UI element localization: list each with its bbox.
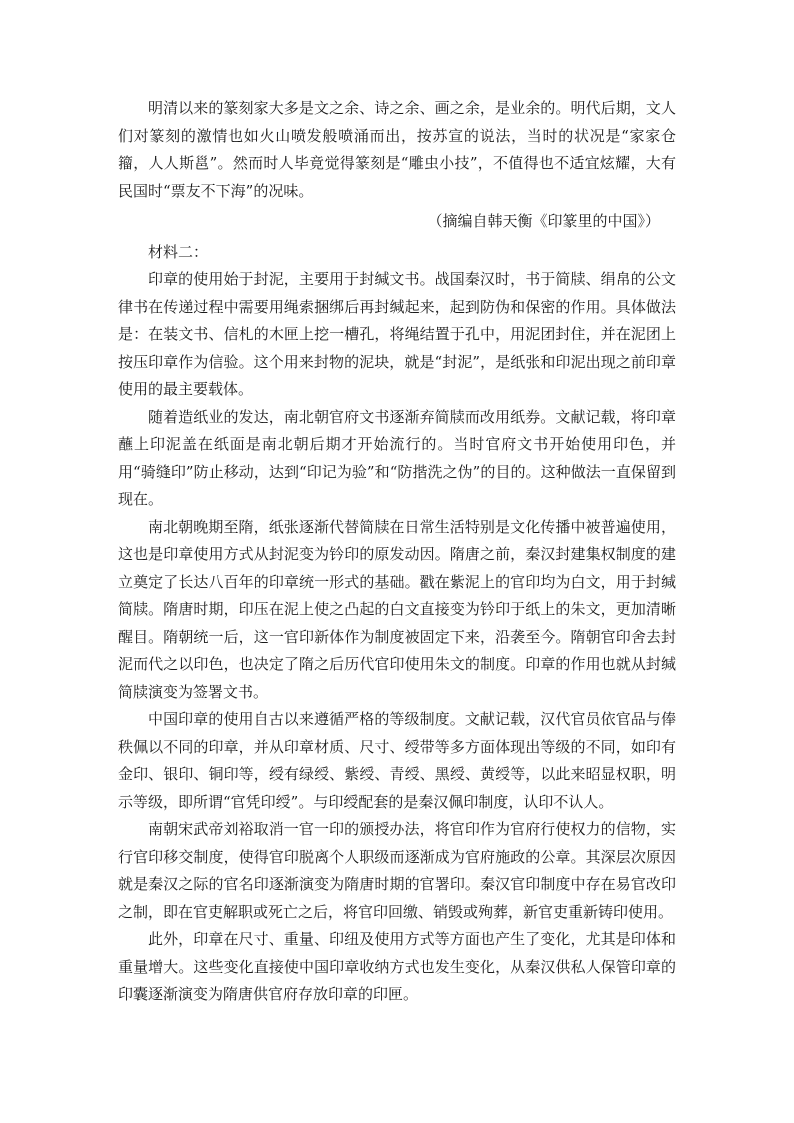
section-heading: 材料二： (148, 242, 209, 261)
source-citation: （摘编自韩天衡《印篆里的中国》） (427, 212, 660, 230)
paragraph-4: 南北朝晚期至隋，纸张逐渐代替简牍在日常生活特别是文化传播中被普遍使用，这也是印章使用方式从封泥变为钤印的原发动因。隋唐之前，秦汉封建集权制度的建立奠定了长达八百年的印章统一形式的基础。戳在紫泥上的官印均为白文，用于封缄简牍。隋唐时期，印压在泥上使之凸起的白文直接变为钤印于纸上的朱文，更加清晰醒目。隋朝统一后，这一官印新体作为制度被固定下来，沿袭至今。隋朝官印舍去封泥而代之以印色，也决定了隋之后历代官印使用朱文的制度。印章的作用也就从封缄简牍演变为签署文书。 (118, 517, 676, 701)
paragraph-3: 随着造纸业的发达，南北朝官府文书逐渐弃简牍而改用纸券。文献记载，将印章蘸上印泥盖在纸面是南北朝后期才开始流行的。当时官府文书开始使用印色，并用“骑缝印”防止移动，达到“印记为验”和“防揩洗之伪”的目的。这种做法一直保留到现在。 (118, 407, 676, 508)
paragraph-5: 中国印章的使用自古以来遵循严格的等级制度。文献记载，汉代官员依官品与俸秩佩以不同的印章，并从印章材质、尺寸、绶带等多方面体现出等级的不同，如印有金印、银印、铜印等，绶有绿绶、紫绶、青绶、黑绶、黄绶等，以此来昭显权职，明示等级，即所谓“官凭印绶”。与印绶配套的是秦汉佩印制度，认印不认人。 (118, 710, 676, 811)
paragraph-6: 南朝宋武帝刘裕取消一官一印的颁授办法，将官印作为官府行使权力的信物，实行官印移交制度，使得官印脱离个人职级而逐渐成为官府施政的公章。其深层次原因就是秦汉之际的官名印逐渐演变为隋唐时期的官署印。秦汉官印制度中存在易官改印之制，即在官吏解职或死亡之后，将官印回缴、销毁或殉葬，新官吏重新铸印使用。 (118, 820, 676, 921)
paragraph-7: 此外，印章在尺寸、重量、印纽及使用方式等方面也产生了变化，尤其是印体和重量增大。这些变化直接使中国印章收纳方式也发生变化，从秦汉供私人保管印章的印囊逐渐演变为隋唐供官府存放印章的印匣。 (118, 930, 676, 1003)
paragraph-2: 印章的使用始于封泥，主要用于封缄文书。战国秦汉时，书于简牍、绢帛的公文律书在传递过程中需要用绳索捆绑后再封缄起来，起到防伪和保密的作用。具体做法是：在装文书、信札的木匣上挖一槽孔，将绳结置于孔中，用泥团封住，并在泥团上按压印章作为信验。这个用来封物的泥块，就是“封泥”，是纸张和印泥出现之前印章使用的最主要载体。 (118, 270, 676, 398)
paragraph-1: 明清以来的篆刻家大多是文之余、诗之余、画之余，是业余的。明代后期，文人们对篆刻的激情也如火山喷发般喷涌而出，按苏宣的说法，当时的状况是“家家仓籀，人人斯邕”。然而时人毕竟觉得篆刻是“雕虫小技”，不值得也不适宜炫耀，大有民国时“票友不下海”的况味。 (118, 99, 676, 200)
